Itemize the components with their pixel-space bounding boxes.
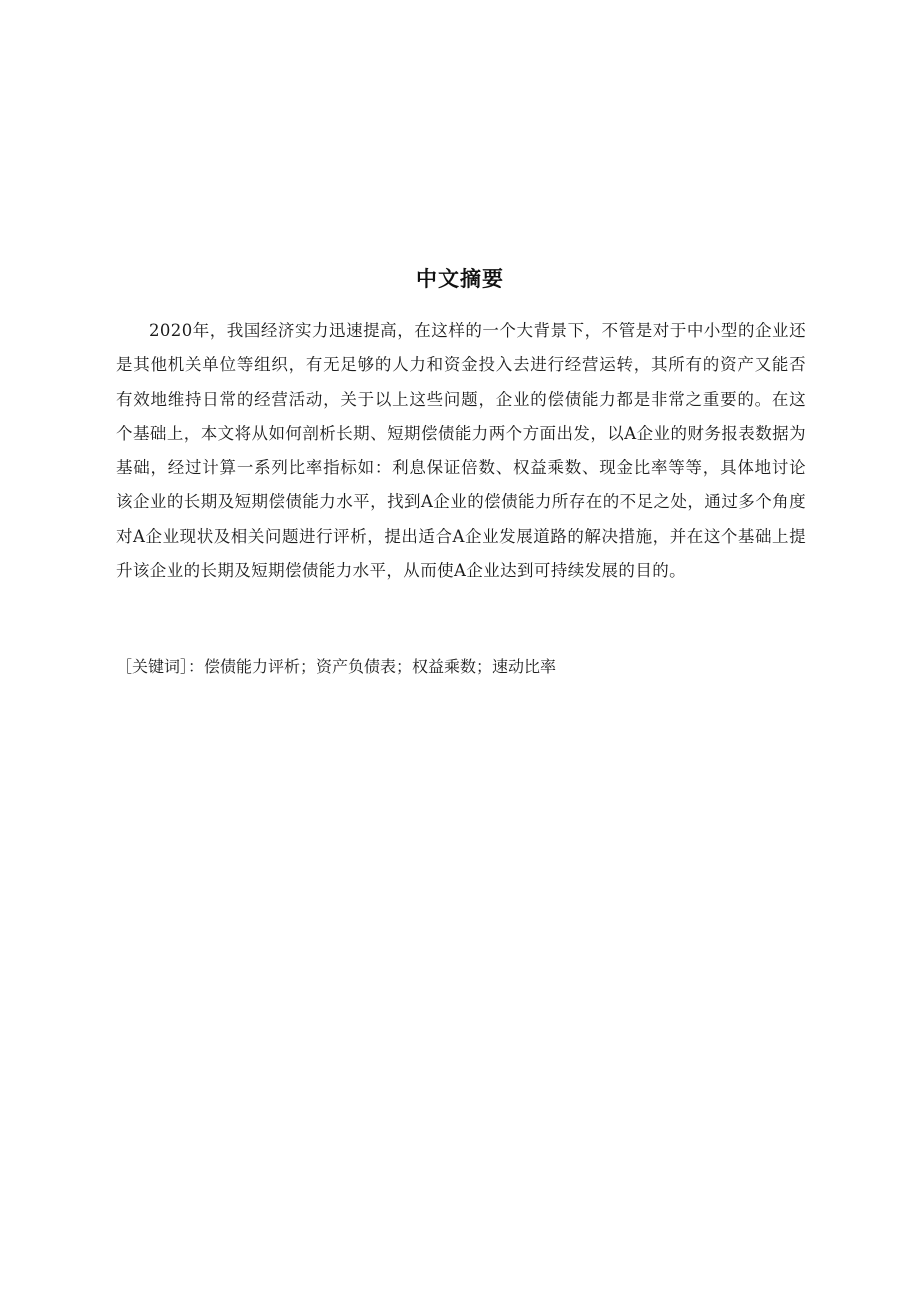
- abstract-title: 中文摘要: [416, 267, 504, 291]
- keywords-list: 偿债能力评析；资产负债表；权益乘数；速动比率: [204, 657, 557, 676]
- abstract-body: 2020年，我国经济实力迅速提高，在这样的一个大背景下，不管是对于中小型的企业还是其他机关单位等组织，有无足够的人力和资金投入去进行经营运转，其所有的资产又能否有效地维持日常的经营活动，关于以上这些问题，企业的偿债能力都是非常之重要的。在这个基础上，本文将从如何剖析长期、短期偿债能力两个方面出发，以A企业的财务报表数据为基础，经过计算一系列比率指标如：利息保证倍数、权益乘数、现金比率等等，具体地讨论该企业的长期及短期偿债能力水平，找到A企业的偿债能力所存在的不足之处，通过多个角度对A企业现状及相关问题进行评析，提出适合A企业发展道路的解决措施，并在这个基础上提升该企业的长期及短期偿债能力水平，从而使A企业达到可持续发展的目的。: [116, 321, 806, 581]
- keywords-line: [116, 652, 806, 682]
- keywords-label: ［关键词］：: [116, 657, 205, 676]
